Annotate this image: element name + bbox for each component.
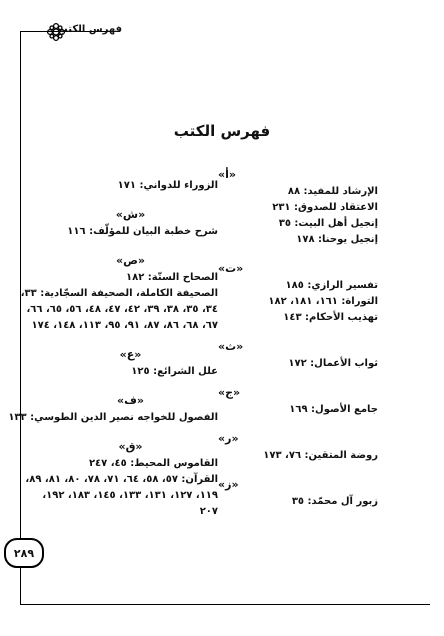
index-entry: زبور آل محمّد: ٣٥ (291, 496, 378, 507)
index-column-right (218, 168, 378, 510)
frame-left-line-lower (20, 564, 21, 604)
index-group (218, 260, 378, 326)
letter-heading: «ش» (115, 208, 146, 221)
running-title: فهرس الكتب (57, 24, 122, 35)
index-entry: الفصول للخواجه نصير الدين الطوسي: ١٣٣ (8, 412, 218, 423)
letter-heading: «ت» (218, 262, 244, 275)
index-entry: الزوراء للدواني: ١٧١ (117, 180, 218, 191)
index-entry: الصحاح الستّة: ١٨٢ (126, 272, 218, 283)
index-group (43, 178, 218, 194)
index-group (25, 438, 218, 520)
index-group (43, 206, 218, 240)
frame-bottom-line (20, 604, 430, 605)
index-entry: إنجيل أهل البيت: ٣٥ (278, 218, 378, 229)
frame-top-corner (20, 31, 44, 32)
index-entry: تفسير الرازي: ١٨٥ (285, 280, 378, 291)
index-group (218, 476, 378, 510)
index-entry: شرح خطبة البيان للمؤلّف: ١١٦ (67, 226, 218, 237)
index-entry: تهذيب الأحكام: ١٤٣ (283, 312, 378, 323)
index-entry: روضة المتقين: ٧٦، ١٧٣ (263, 450, 378, 461)
index-group (20, 252, 218, 334)
index-entry: القرآن: ٥٧، ٥٨، ٦٤، ٧١، ٧٨، ٨٠، ٨١، ٨٩، (25, 474, 218, 485)
letter-heading: «أ» (218, 168, 236, 181)
index-entry: إنجيل يوحنا: ١٧٨ (296, 234, 378, 245)
index-entry: ثواب الأعمال: ١٧٢ (288, 358, 378, 369)
letter-heading: «ص» (115, 254, 145, 267)
frame-left-line (20, 31, 21, 538)
page-title: فهرس الكتب (173, 122, 271, 140)
index-group (218, 338, 378, 372)
index-entry: ١١٩، ١٢٧، ١٣١، ١٣٣، ١٤٥، ١٨٣، ١٩٢، (42, 490, 218, 501)
letter-heading: «ع» (119, 348, 142, 361)
index-entry: ٣٤، ٣٥، ٣٨، ٣٩، ٤٢، ٤٧، ٤٨، ٥٦، ٦٥، ٦٦، (26, 304, 218, 315)
index-entry: التوراة: ١٦١، ١٨١، ١٨٢ (268, 296, 378, 307)
index-group (218, 166, 378, 248)
index-group (218, 430, 378, 464)
index-entry: القاموس المحيط: ٤٥، ٢٤٧ (88, 458, 218, 469)
letter-heading: «ث» (218, 340, 244, 353)
index-entry: ٦٧، ٦٨، ٨٦، ٨٧، ٩١، ٩٥، ١١٣، ١٤٨، ١٧٤ (31, 320, 218, 331)
index-entry: الإرشاد للمفيد: ٨٨ (287, 186, 378, 197)
index-entry: الاعتقاد للصدوق: ٢٣١ (272, 202, 378, 213)
index-column-left (8, 178, 218, 520)
index-group (8, 392, 218, 426)
index-entry: الصحيفة الكاملة، الصحيفة السجّادية: ٣٣، (20, 288, 218, 299)
letter-heading: «ز» (218, 478, 239, 491)
index-group (43, 346, 218, 380)
letter-heading: «ق» (118, 440, 143, 453)
letter-heading: «ر» (218, 432, 239, 445)
page-number: ٢٨٩ (4, 538, 44, 568)
index-entry: جامع الأصول: ١٦٩ (289, 404, 378, 415)
index-group (218, 384, 378, 418)
index-entry: علل الشرائع: ١٢٥ (131, 366, 218, 377)
index-entry: ٢٠٧ (199, 506, 218, 517)
letter-heading: «ف» (117, 394, 144, 407)
letter-heading: «ج» (218, 386, 241, 399)
